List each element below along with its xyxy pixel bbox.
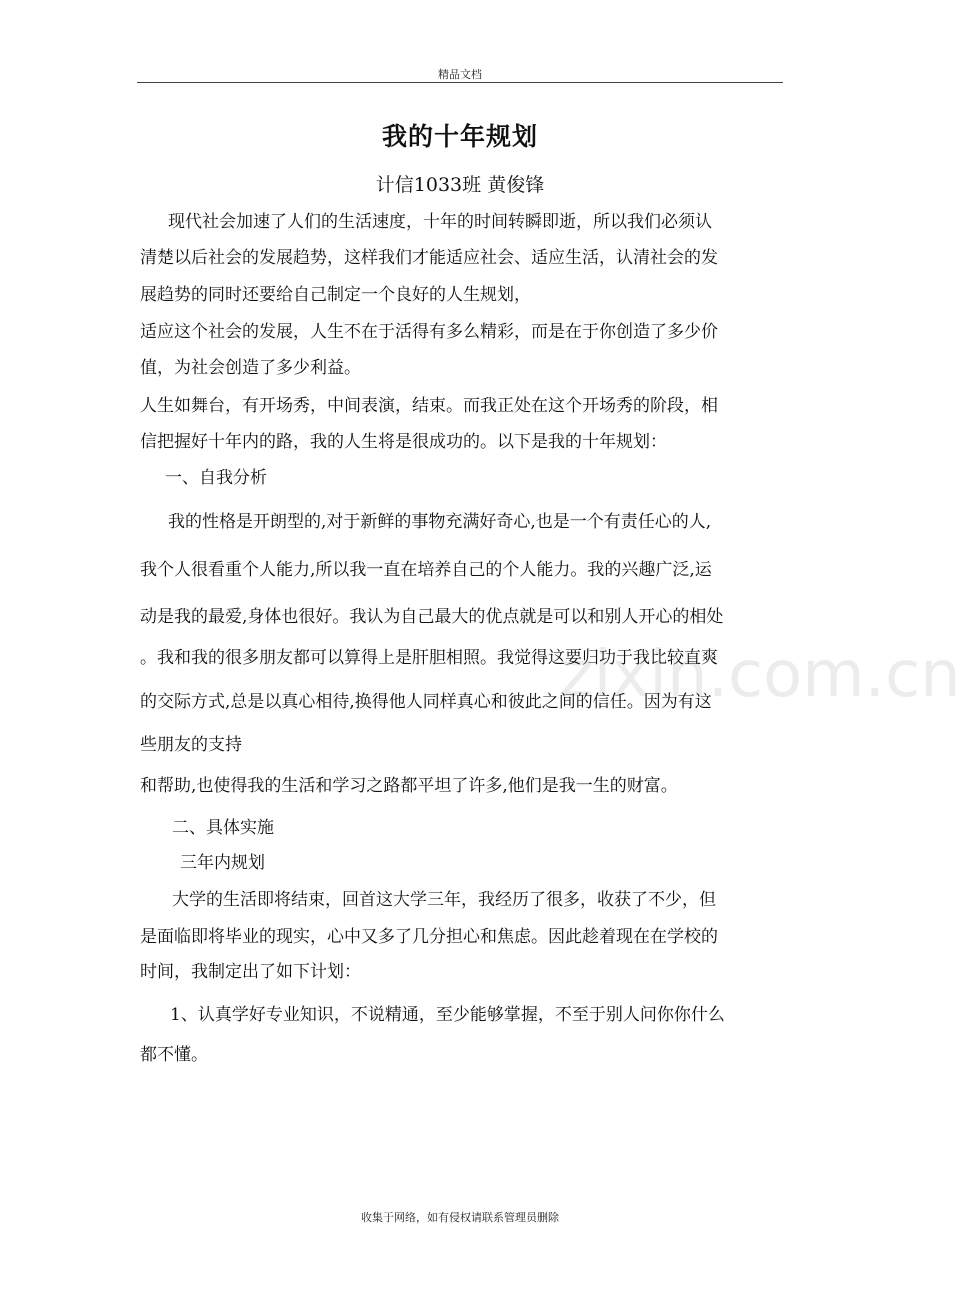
paragraph-line: 信把握好十年内的路，我的人生将是很成功的。以下是我的十年规划： (140, 432, 667, 452)
paragraph-line: 是面临即将毕业的现实，心中又多了几分担心和焦虑。因此趁着现在在学校的 (140, 927, 718, 947)
paragraph-line: 些朋友的支持 (140, 735, 242, 755)
watermark: zixin.com.cn (560, 638, 961, 712)
paragraph-line: 。我和我的很多朋友都可以算得上是肝胆相照。我觉得这要归功于我比较直爽 (140, 648, 718, 668)
paragraph-line: 适应这个社会的发展，人生不在于活得有多么精彩，而是在于你创造了多少价 (140, 322, 718, 342)
paragraph-line: 动是我的最爱,身体也很好。我认为自己最大的优点就是可以和别人开心的相处 (140, 607, 724, 627)
page-header: 精品文档 (438, 68, 482, 81)
paragraph-line: 展趋势的同时还要给自己制定一个良好的人生规划， (140, 285, 531, 305)
header-rule (137, 82, 783, 83)
paragraph-line: 现代社会加速了人们的生活速度，十年的时间转瞬即逝，所以我们必须认 (168, 212, 712, 232)
paragraph-line: 都不懂。 (140, 1045, 208, 1065)
page-footer: 收集于网络，如有侵权请联系管理员删除 (361, 1211, 559, 1224)
paragraph-line: 大学的生活即将结束，回首这大学三年，我经历了很多，收获了不少，但 (172, 890, 716, 910)
document-subtitle: 计信1033班 黄俊锋 (375, 174, 545, 196)
paragraph-line: 清楚以后社会的发展趋势，这样我们才能适应社会、适应生活，认清社会的发 (140, 248, 718, 268)
section-heading-self-analysis: 一、自我分析 (165, 468, 267, 488)
paragraph-line: 值，为社会创造了多少利益。 (140, 358, 361, 378)
document-title: 我的十年规划 (381, 122, 538, 151)
paragraph-line: 和帮助,也使得我的生活和学习之路都平坦了许多,他们是我一生的财富。 (140, 776, 678, 796)
list-item: 1、认真学好专业知识，不说精通，至少能够掌握，不至于别人问你你什么 (170, 1005, 725, 1025)
paragraph-line: 时间，我制定出了如下计划： (140, 962, 361, 982)
paragraph-line: 我的性格是开朗型的,对于新鲜的事物充满好奇心,也是一个有责任心的人, (168, 512, 712, 532)
section-heading-implementation: 二、具体实施 (172, 818, 274, 838)
paragraph-line: 人生如舞台，有开场秀，中间表演，结束。而我正处在这个开场秀的阶段，相 (140, 396, 718, 416)
paragraph-line: 的交际方式,总是以真心相待,换得他人同样真心和彼此之间的信任。因为有这 (140, 692, 712, 712)
subheading-three-year-plan: 三年内规划 (180, 853, 265, 873)
paragraph-line: 我个人很看重个人能力,所以我一直在培养自己的个人能力。我的兴趣广泛,运 (140, 560, 712, 580)
